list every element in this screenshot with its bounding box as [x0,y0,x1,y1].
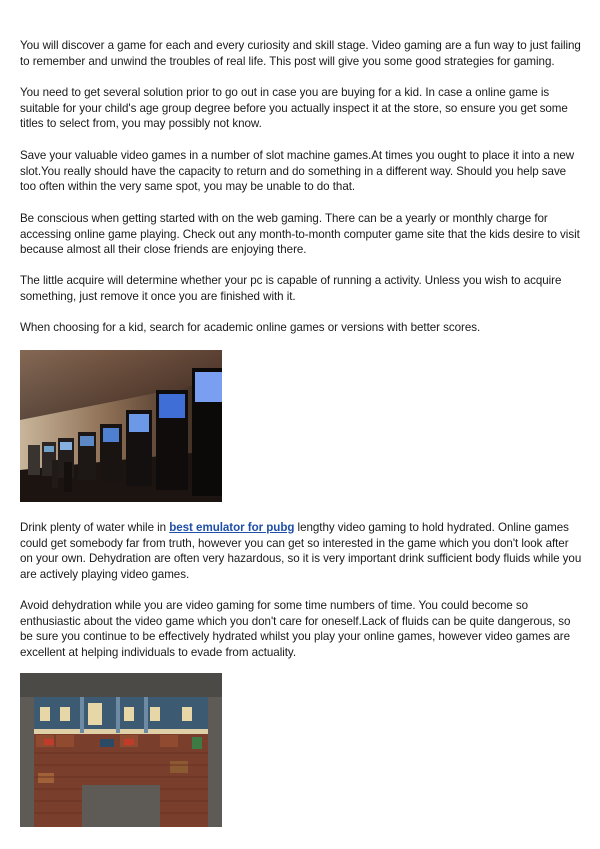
arcade-photo [20,350,222,502]
paragraph-solution: You need to get several solution prior to go out in case you are buying for a kid. In case a online game is suitable for your child's age group degree before you actually inspect it at the store, so ensure you get some titles to select from, you may possibly not know. [20,86,568,131]
paragraph-academic: When choosing for a kid, search for academic online games or versions with better scores. [20,321,481,334]
paragraph-acquire: The little acquire will determine whether your pc is capable of running a activity. Unless you wish to acquire something, just remove it once you are finished with it. [20,274,562,303]
paragraph-hydration-text-end: lengthy video gaming to hold hydrated. Online games could get somebody far from truth, however you can get so interested in the game which you don't look after on your own. Dehydration are often very hazardous, so it is very important drink sufficient body fluids while you are actively playing video games. [20,521,582,582]
paragraph-save-slots: Save your valuable video games in a number of slot machine games.At times you ought to place it into a new slot.You really should have the capacity to return and do something in a different way. Should you help save too often within the very same spot, you may be unable to do that. [20,149,575,194]
paragraph-hydration [20,520,582,583]
paragraph-hydration-text-start: Drink plenty of water while in [20,521,170,534]
paragraph-intro: You will discover a game for each and every curiosity and skill stage. Video gaming are a fun way to just failing to remember and unwind the troubles of real life. This post will give you some good strategies for gaming. [20,39,581,68]
paragraph-dehydration: Avoid dehydration while you are video gaming for some time numbers of time. You could become so enthusiastic about the video game which you don't care for oneself.Lack of fluids can be quite dangerous, so be sure you continue to be effectively hydrated whilst you play your online games, however video games are excellent at helping individuals to evade from actuality. [20,599,571,660]
paragraph-online-gaming: Be conscious when getting started with on the web gaming. There can be a yearly or monthly charge for accessing online game playing. Check out any month-to-month computer game site that the kids desire to visit because almost all their close friends are enjoying there. [20,212,580,257]
emulator-link[interactable]: best emulator for pubg [169,521,295,534]
pixel-room-image [20,673,222,827]
